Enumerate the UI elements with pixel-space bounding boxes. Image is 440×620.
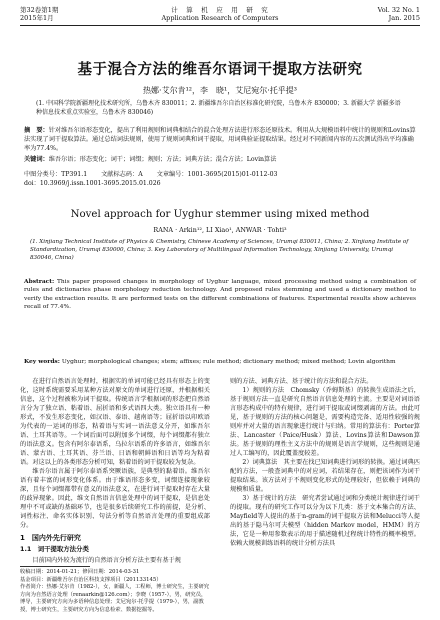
article-number: 文章编号：1001-3695(2015)01-0112-03 (156, 171, 278, 178)
paper-title-cn: 基于混合方法的维吾尔语词干提取方法研究 (77, 62, 363, 78)
classification-info (24, 170, 416, 188)
header-volume: Vol. 32 No. 1 Jan. 2015 (377, 6, 420, 22)
keywords-en-text: Uyghur; morphological changes; stem; affixes; rule method; dictionary method; mixed method; Lovin algorithm (61, 359, 396, 365)
keywords-label: 关键词： (24, 156, 49, 163)
journal-header (20, 6, 420, 30)
abstract-en (24, 278, 416, 311)
fund-info: 基金项目：新疆维吾尔自治区科技支撑项目（201133145） (20, 576, 162, 583)
footnote-rule (20, 566, 90, 567)
authors-en: RANA · Arkin¹², LI Xiao¹, ANWAR · Tohti³ (153, 226, 287, 234)
keywords-en-label: Key words: (24, 358, 60, 365)
body-paragraph: 目前国内外较为流行的自然语言分析方法主要有基于规 (32, 557, 181, 564)
keywords-en (24, 358, 416, 366)
abstract-label: 摘 要： (24, 127, 49, 134)
subsection-heading: 1.1 词干提取方法分类 (20, 545, 89, 553)
clc-number: 中图分类号：TP391.1 (24, 171, 88, 178)
body-paragraph: 1）规则的方法 Chomsky（乔姆斯基）的转换生成语法之后，基于规则方法一直是研究自然语言信息处理的主流。主要是对词语语言形态构成中的特有规律，进行词干提取或词缀剥离的方法。由此可见，基于规则的方法的核心问题是，需要构造完备、适用性较强的规则库并对大量的语言现象进行统计与归纳。常用的算法有：Porter算法、Lancaster（Paice/Husk）算法、Lovins算法和Dawson算法。基于规则的理性主义方法中的规则是语言学规则，这些规则是通过人工编写的，因此覆盖度较差。 (230, 387, 420, 457)
header-journal-name: 计 算 机 应 用 研 究 Application Research of Computers (161, 6, 279, 22)
body-paragraph: 在进行自然语言处理时，根据实的单词可能已经具有形态上的变化，这时系统需要采用某种方法对原文的单词进行还原，并根据相关信息，这个过程被称为词干提取。传统语言学根据词的形态把自然语言分为了独立语、粘着语、屈折语和多式语四大类。独立语具有一种形式，不发生形态变化，如汉语、泰语、越南语等；屈折语以印欧语为代表的一运词的形态，粘着语与实词一语法意义分开，如维吾尔语、土耳其语等。一个词后面可以附加多个词缀，每个词缀都有独立的语法意义。包含有阿尔泰语系，乌拉尔语系的许多语言，如维吾尔语、蒙古语、土耳其语、芬兰语、日语和朝鲜语和日语等均为粘着语。对这以上的各类形态分析可知，粘着语的词干提取较为复杂。 (20, 378, 210, 466)
affiliation-en: (1. Xinjiang Technical Institute of Physics & Chemistry, Chinese Academy of Sciences, Urumqi 830011, China; 2. Xinjiang Institute of Standardization, Urumqi 830000, China; 3. Key Laboratory of Multilingual Information Technology, Xinjiang University, Urumqi 830046, China) (30, 239, 409, 261)
abstract-en-text: This paper proposed changes in morphology of Uyghur language, mixed processing method using a combination of rules and dictionaries phase morphology reduction technology. And proposed rules stemming and used a dictionary method to verify the extraction results. It are performed tests on the different combinations of features. Experimental results show achieves recall of 77.4%. (24, 279, 416, 310)
doc-code: 文献标志码：A (101, 171, 143, 178)
header-issue: 第32卷第1期 2015年1月 (20, 6, 59, 22)
paper-title-en: Novel approach for Uyghur stemmer using mixed method (70, 209, 370, 220)
doi: doi：10.3969/j.issn.1001-3695.2015.01.026 (24, 180, 161, 187)
header-rule (20, 25, 420, 26)
keywords-cn (24, 155, 416, 164)
body-paragraph: 则的方法、词典方法、基于统计的方法和混合方法。 (230, 378, 373, 385)
footnote (20, 566, 210, 614)
body-column-left (20, 377, 210, 564)
body-paragraph: 2）词典算法 其主要在找已知词典进行词形的转换。通过词典匹配的方法，一般查词典中的对应词，若结果存在，则把该词作为词干提取结果。该方法对于不规则变化形式的处理较好，但依赖于词典的规模和质量。 (230, 459, 420, 493)
abstract-cn (24, 126, 416, 153)
body-column-right (230, 377, 420, 548)
abstract-text: 针对维吾尔语形态变化，提出了利用规则和词典相结合的混合处理方法进行形态还原技术。利用从大规模语料中统计的规则和Lovins算法实现了词干提取算法。通过总结词法规则，使用了规则词典和词干提取，用词典验证提取结果。经过对不同新闻内容的五次测试得出平均准确率为77.4%。 (24, 127, 416, 152)
authors-cn: 热娜·艾尔肯¹²，李 晓¹，艾尼宛尔·托乎提³ (143, 86, 297, 95)
affiliation-cn: (1. 中国科学院新疆理化技术研究所，乌鲁木齐 830011；2. 新疆维吾尔自治区标准化研究院，乌鲁木齐 830000；3. 新疆大学 新疆多语种信息技术重点实验室，乌鲁木齐 830046) (36, 100, 401, 116)
abstract-en-label: Abstract: (24, 278, 55, 285)
author-bio: 作者简介：热娜·艾尔肯（1982-），女，新疆人，工程师，博士研究生，主要研究方向为自然语言处理（renaarkin@126.com）；李晓（1957-），男，研究员，博导，主要研究方向为多语种信息处理；艾尼宛尔·托乎提（1979-），男，副教授，博士研究生，主要研究方向为信息检索、数据挖掘等。 (20, 584, 210, 613)
keywords-text: 维吾尔语；形态变化；词干；词缀；规则；方法；词典方法；混合方法；Lovin算法 (48, 156, 277, 163)
body-paragraph: 3）基于统计的方法 研究者尝试通过词和分类统计规律进行词干的提取。现有的研究工作可以分为以下几类：基于文本集合的方法、Mayfield等人提出的基于n-gram的词干提取方法和Melucci等人提出的基于隐马尔可夫模型（hidden Markov model，HMM）的方法，它是一种用参数表示的用于描述随机过程统计特性的概率模型。依赖大规模训练语料的统计分析方法具 (230, 495, 420, 547)
received-date: 收稿日期：2014-01-21；修回日期：2014-03-31 (20, 569, 140, 575)
section-heading: 1 国内外先行研究 (20, 534, 81, 542)
body-paragraph: 维吾尔语言属于阿尔泰语系突厥语族，是典型的黏着语。维吾尔语有着丰富的词形变化体系。由于维语形态多变，词缀连接现象较深，且每个词缀都带有意义的语法意义，在进行词干提取时存在大量的歧异现象。因此，维文自然语言信息处理中的词干提取，是信息处理中不可或缺的基础环节，也是很多后续研究工作的前提，是分析、词性标注、命名实体识别、句法分析等自然语言处理的重要组成部分。 (20, 468, 210, 529)
